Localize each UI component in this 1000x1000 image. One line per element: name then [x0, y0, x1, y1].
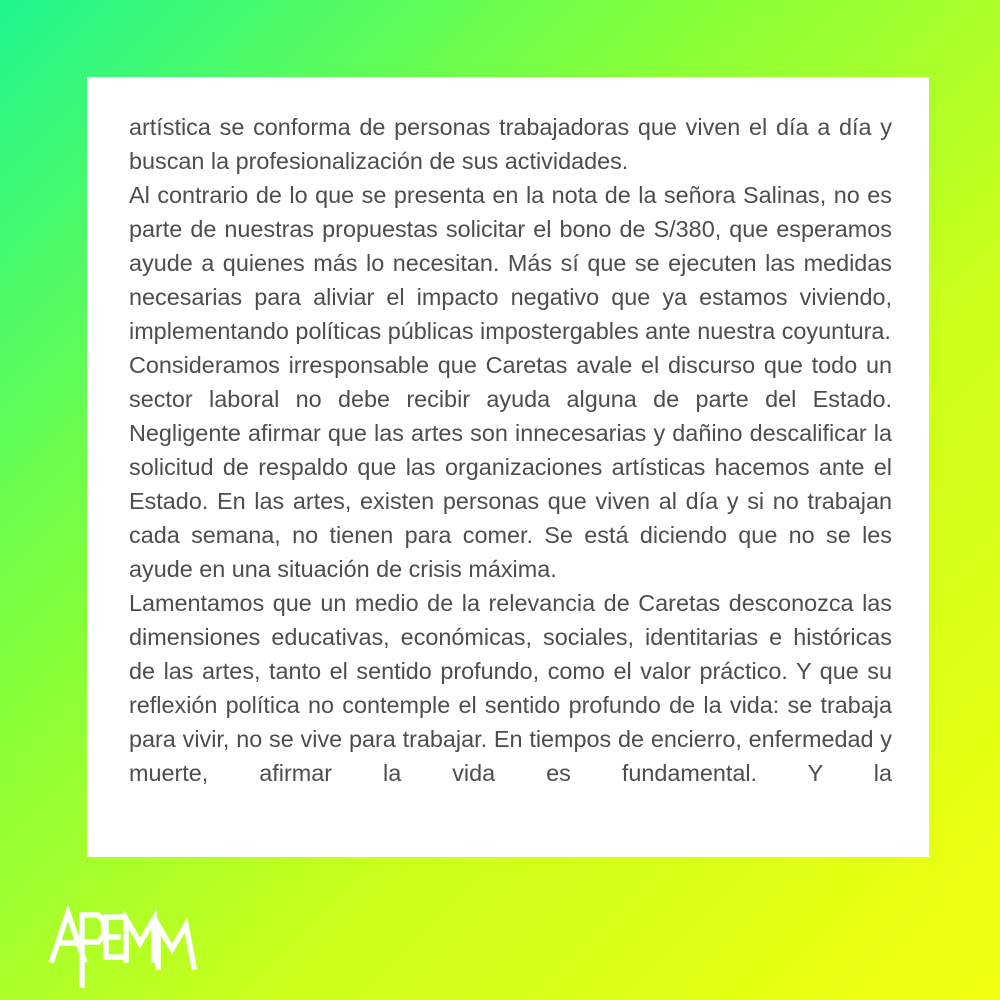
paragraph-3: Consideramos irresponsable que Caretas avale el discurso que todo un sector laboral no debe recibir ayuda alguna de parte del Estado. Negligente afirmar que las artes son innecesarias y dañino descalificar la solicitud de respaldo que las organizaciones artísticas hacemos ante el Estado. En las artes, existen personas que viven al día y si no trabajan cada semana, no tienen para comer. Se está diciendo que no se les ayude en una situación de crisis máxima.: [129, 352, 892, 582]
paragraph-1: artística se conforma de personas trabajadoras que viven el día a día y buscan la profesionalización de sus actividades.: [129, 114, 892, 174]
paragraph-4: Lamentamos que un medio de la relevancia de Caretas desconozca las dimensiones educativas, económicas, sociales, identitarias e históricas de las artes, tanto el sentido profundo, como el valor práctico. Y que su reflexión política no contemple el sentido profundo de la vida: se trabaja para vivir, no se vive para trabajar. En tiempos de encierro, enfermedad y muerte, afirmar la vida es fundamental. Y la: [129, 590, 892, 786]
paragraph-2: Al contrario de lo que se presenta en la nota de la señora Salinas, no es parte de nuestras propuestas solicitar el bono de S/380, que esperamos ayude a quienes más lo necesitan. Más sí que se ejecuten las medidas necesarias para aliviar el impacto negativo que ya estamos viviendo, implementando políticas públicas impostergables ante nuestra coyuntura.: [129, 182, 892, 344]
text-card: [87, 77, 929, 857]
apemm-logo-icon: [48, 905, 198, 995]
